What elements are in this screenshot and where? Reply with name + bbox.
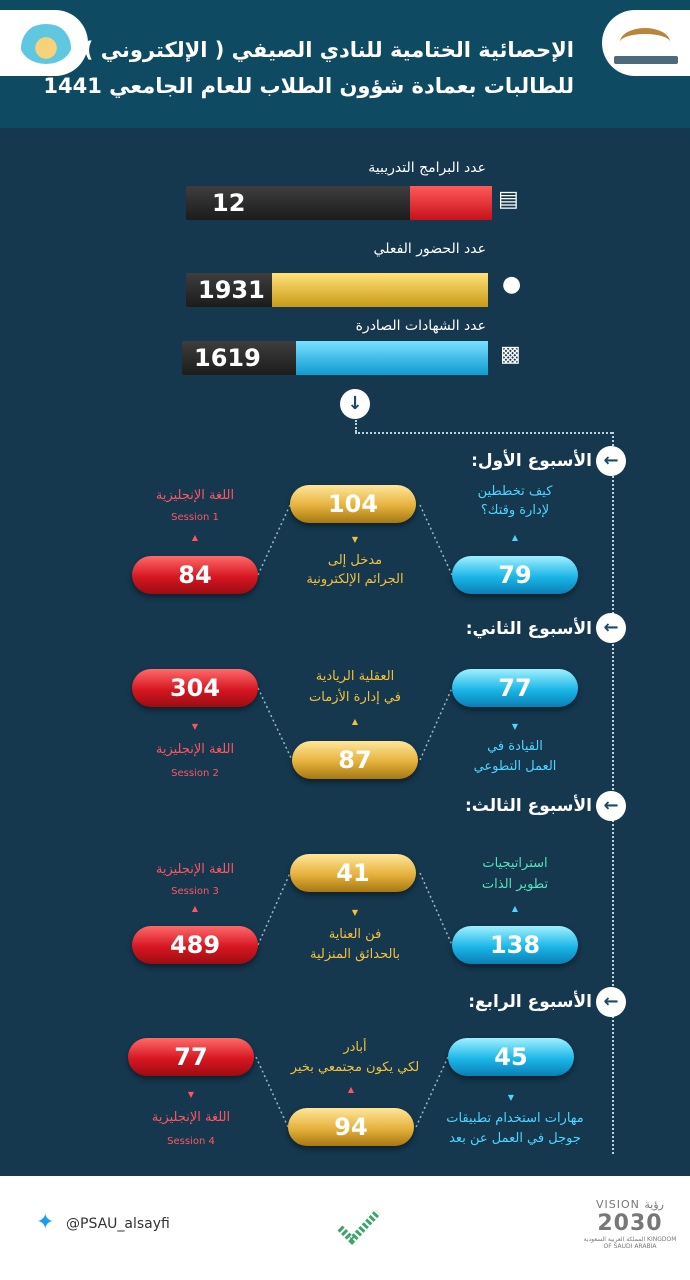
week2-gold-text-2: في إدارة الأزمات <box>309 690 401 705</box>
week2-title: الأسبوع الثاني: <box>465 619 592 639</box>
week4-gold-pill: 94 <box>288 1108 414 1146</box>
week1-blue-text-2: لإدارة وقتك؟ <box>480 503 550 518</box>
week3-blue-arrow-icon: ▲ <box>511 904 519 913</box>
week1-red-pill: 84 <box>132 556 258 594</box>
summer-club-logo <box>0 10 88 76</box>
week2-red-arrow-icon: ▼ <box>191 722 199 731</box>
week1-gold-arrow-icon: ▼ <box>351 535 359 544</box>
week2-blue-text-2: العمل التطوعي <box>473 759 557 774</box>
twitter-bird-icon[interactable]: ✦ <box>36 1210 55 1235</box>
week3-gold-text-1: فن العناية <box>328 927 382 942</box>
week1-gold-pill: 104 <box>290 485 416 523</box>
check-mark-logo-icon <box>336 1204 382 1246</box>
stat-value-programs: 12 <box>212 189 246 217</box>
page-title-line1: الإحصائية الختامية للنادي الصيفي ( الإلكتروني ) <box>83 38 574 62</box>
week3-blue-text-1: استراتيجيات <box>482 856 548 871</box>
week1-blue-text-1: كيف تخططين <box>477 484 553 499</box>
week3-gold-text-2: بالحدائق المنزلية <box>310 947 400 962</box>
week1-gold-text-2: الجرائم الإلكترونية <box>306 572 404 587</box>
week2-red-text: اللغة الإنجليزية <box>155 742 235 757</box>
week4-gold-text-1: أبادر <box>343 1040 367 1055</box>
stat-bar-fill-programs <box>410 186 492 220</box>
week2-red-pill: 304 <box>132 669 258 707</box>
vision-label: VISION رؤية <box>596 1198 664 1211</box>
week2-blue-arrow-icon: ▼ <box>511 722 519 731</box>
week3-red-session: Session 3 <box>171 886 219 897</box>
week2-red-session: Session 2 <box>171 768 219 779</box>
week4-gold-text-2: لكي يكون مجتمعي بخير <box>290 1060 420 1075</box>
week4-title: الأسبوع الرابع: <box>468 992 592 1012</box>
week4-blue-text-2: جوجل في العمل عن بعد <box>449 1131 581 1146</box>
stat-value-certificates: 1619 <box>194 344 261 372</box>
week1-blue-arrow-icon: ▲ <box>511 533 519 542</box>
certificate-icon: ▩ <box>500 342 521 367</box>
week3-arrow-icon[interactable]: ← <box>596 791 626 821</box>
vision-year: 2030 <box>597 1211 663 1236</box>
vision-2030-logo <box>580 1198 680 1250</box>
connector-line-horizontal <box>355 432 612 434</box>
week2-arrow-icon[interactable]: ← <box>596 613 626 643</box>
university-logo <box>602 10 690 76</box>
week2-gold-pill: 87 <box>292 741 418 779</box>
week3-red-arrow-icon: ▲ <box>191 904 199 913</box>
week4-red-text: اللغة الإنجليزية <box>151 1110 231 1125</box>
twitter-handle[interactable]: @PSAU_alsayfi <box>66 1216 170 1232</box>
week4-gold-arrow-icon: ▲ <box>347 1085 355 1094</box>
stat-bar-fill-certificates <box>296 341 488 375</box>
week4-blue-pill: 45 <box>448 1038 574 1076</box>
stat-label-certificates: عدد الشهادات الصادرة <box>355 318 486 334</box>
week3-blue-text-2: تطوير الذات <box>481 877 549 892</box>
week2-gold-text-1: العقلية الريادية <box>315 669 395 684</box>
week2-blue-pill: 77 <box>452 669 578 707</box>
week3-gold-pill: 41 <box>290 854 416 892</box>
university-emblem-icon <box>620 28 670 56</box>
week1-red-session: Session 1 <box>171 512 219 523</box>
week1-arrow-icon[interactable]: ← <box>596 446 626 476</box>
university-name-mark <box>614 56 678 64</box>
stat-label-attendance: عدد الحضور الفعلي <box>373 241 486 257</box>
attendance-user-icon: ● <box>502 272 522 297</box>
header-banner <box>0 0 690 128</box>
week1-blue-pill: 79 <box>452 556 578 594</box>
training-programs-icon: ▤ <box>498 187 519 212</box>
week2-gold-arrow-icon: ▲ <box>351 717 359 726</box>
week1-title: الأسبوع الأول: <box>471 451 592 471</box>
stat-label-programs: عدد البرامج التدريبية <box>368 160 486 176</box>
scroll-down-arrow-icon[interactable]: ↓ <box>340 389 370 419</box>
vision-subtitle: المملكة العربية السعودية KINGDOM OF SAUDI ARABIA <box>583 1236 677 1250</box>
island-icon <box>20 24 72 64</box>
week1-gold-text-1: مدخل إلى <box>327 553 383 568</box>
week3-blue-pill: 138 <box>452 926 578 964</box>
stat-value-attendance: 1931 <box>198 276 265 304</box>
week3-red-text: اللغة الإنجليزية <box>155 862 235 877</box>
week3-gold-arrow-icon: ▼ <box>351 908 359 917</box>
stat-bar-fill-attendance <box>272 273 488 307</box>
week3-red-pill: 489 <box>132 926 258 964</box>
week4-red-arrow-icon: ▼ <box>187 1090 195 1099</box>
week4-arrow-icon[interactable]: ← <box>596 987 626 1017</box>
week4-red-pill: 77 <box>128 1038 254 1076</box>
week4-red-session: Session 4 <box>167 1136 215 1147</box>
connector-line-vertical-top <box>355 420 357 432</box>
footer <box>0 1176 690 1280</box>
week2-blue-text-1: القيادة في <box>487 739 543 754</box>
page-title-line2: للطالبات بعمادة شؤون الطلاب للعام الجامعي 1441 <box>43 74 574 98</box>
week4-blue-text-1: مهارات استخدام تطبيقات <box>446 1111 584 1126</box>
week4-blue-arrow-icon: ▼ <box>507 1093 515 1102</box>
week1-red-arrow-icon: ▲ <box>191 533 199 542</box>
week1-red-text: اللغة الإنجليزية <box>155 488 235 503</box>
week3-title: الأسبوع الثالث: <box>464 796 592 816</box>
